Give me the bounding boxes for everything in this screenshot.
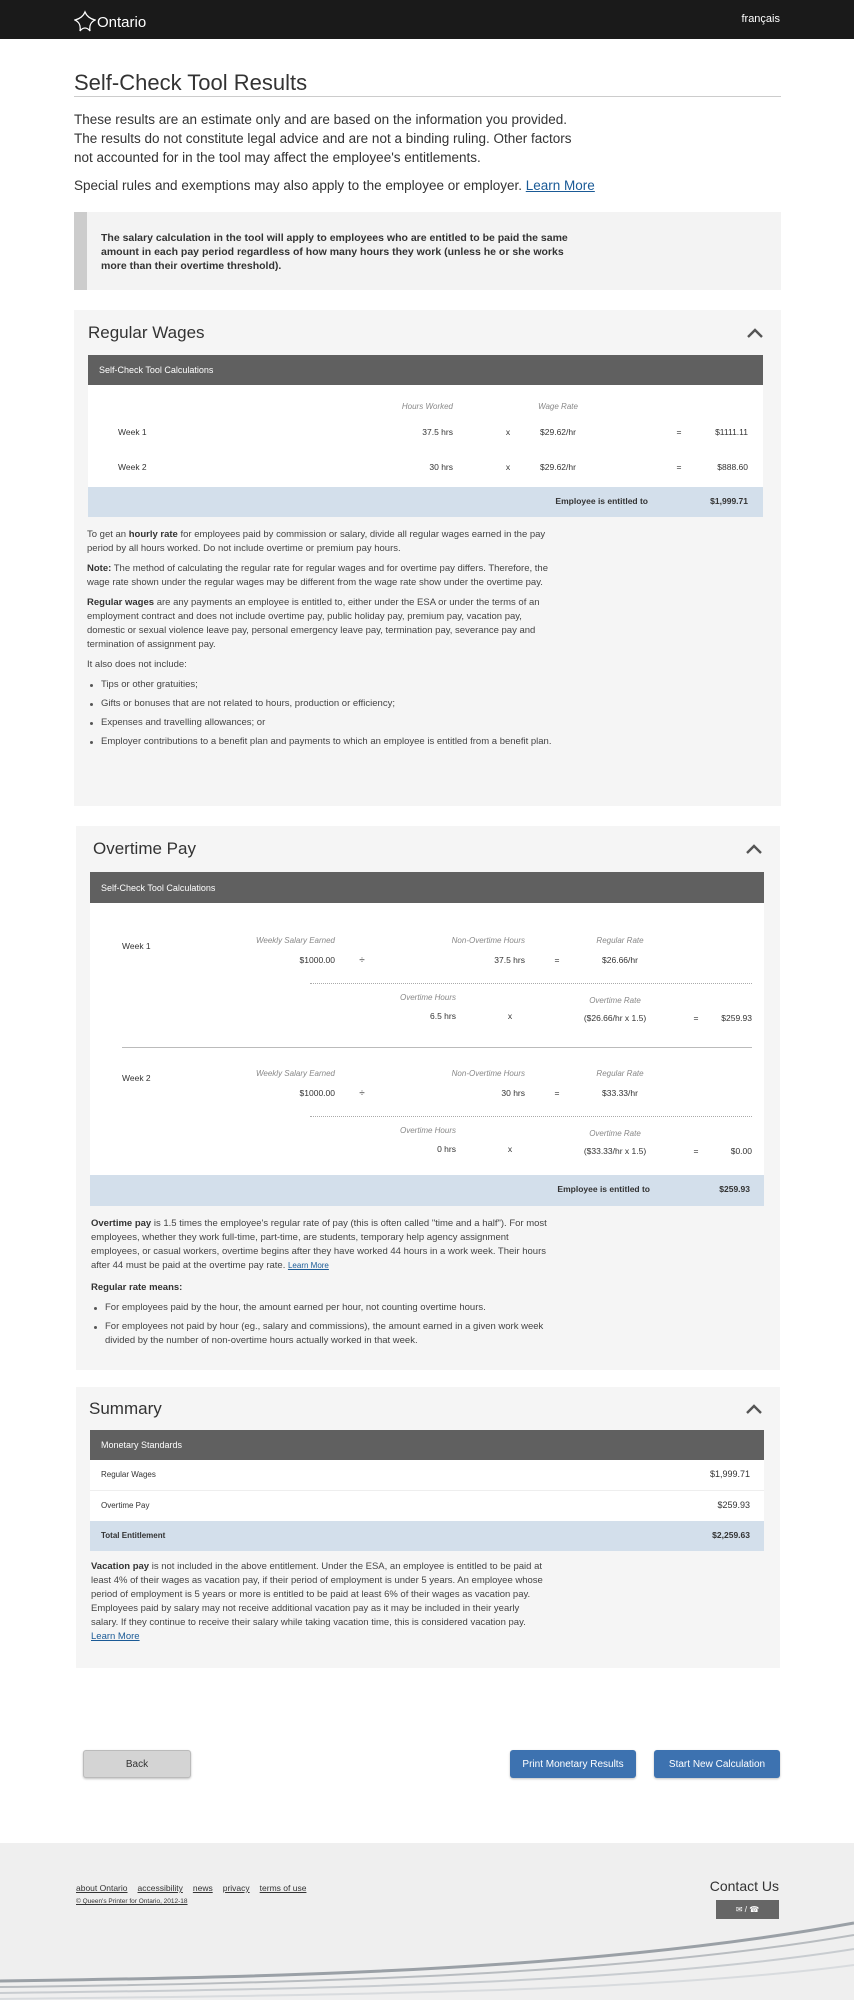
col-header-ot-hours: Overtime Hours bbox=[399, 1126, 456, 1135]
multiply-sign: x bbox=[507, 1011, 513, 1021]
total-label: Total Entitlement bbox=[101, 1531, 166, 1540]
rate-value: $29.62/hr bbox=[540, 427, 576, 437]
total-label: Employee is entitled to bbox=[555, 496, 648, 506]
regular-rate-value: $33.33/hr bbox=[602, 1088, 638, 1098]
mail-phone-icon: ✉ / ☎ bbox=[735, 1905, 760, 1914]
col-header-ot-rate: Overtime Rate bbox=[589, 996, 641, 1005]
regular-wages-notes bbox=[87, 528, 552, 754]
list-item: Tips or other gratuities; bbox=[87, 678, 552, 692]
list-item: For employees paid by the hour, the amount earned per hour, not counting overtime hours. bbox=[91, 1301, 549, 1315]
list-item: Gifts or bonuses that are not related to hours, production or efficiency; bbox=[87, 697, 552, 711]
amount-value: $888.60 bbox=[717, 462, 748, 472]
week-label: Week 2 bbox=[122, 1073, 151, 1083]
col-header-regular-rate: Regular Rate bbox=[596, 936, 644, 945]
callout-text: The salary calculation in the tool will apply to employees who are entitled to be paid the same amount in each pay period regardless of how many hours they work (unless he or she works more than their overtime threshold). bbox=[101, 232, 568, 272]
summary-row-label: Regular Wages bbox=[101, 1470, 156, 1479]
back-button[interactable]: Back bbox=[83, 1750, 191, 1778]
equals-sign: = bbox=[693, 1146, 699, 1156]
col-header-hours-worked: Hours Worked bbox=[401, 402, 453, 411]
footer-links bbox=[76, 1883, 306, 1893]
ontario-logo[interactable] bbox=[74, 6, 146, 34]
ot-rate-value: ($33.33/hr x 1.5) bbox=[583, 1146, 647, 1156]
salary-callout bbox=[74, 212, 781, 290]
col-header-ot-hours: Overtime Hours bbox=[399, 993, 456, 1002]
list-item: For employees not paid by hour (eg., salary and commissions), the amount earned in a given work week divided by the number of non-overtime hours actually worked in that week. bbox=[91, 1320, 549, 1348]
top-bar bbox=[0, 0, 854, 39]
rate-value: $29.62/hr bbox=[540, 462, 576, 472]
amount-value: $1111.11 bbox=[715, 427, 748, 437]
page-title: Self-Check Tool Results bbox=[74, 70, 308, 95]
overtime-amount: $0.00 bbox=[730, 1146, 752, 1156]
equals-sign: = bbox=[676, 427, 682, 437]
monetary-standards-band: Monetary Standards bbox=[90, 1430, 764, 1460]
callout-accent-bar bbox=[74, 212, 87, 290]
summary-total-row bbox=[90, 1521, 764, 1551]
intro-special-rules bbox=[74, 176, 674, 195]
trillium-icon bbox=[74, 10, 96, 34]
footer-swoosh-decoration bbox=[0, 1903, 854, 2000]
multiply-sign: x bbox=[505, 462, 511, 472]
footer bbox=[0, 1843, 854, 2000]
summary-panel bbox=[76, 1387, 780, 1668]
list-item: Expenses and travelling allowances; or bbox=[87, 716, 552, 730]
col-header-regular-rate: Regular Rate bbox=[596, 1069, 644, 1078]
method-note: Note: The method of calculating the regular rate for regular wages and for overtime pay differs. Therefore, the wage rate shown under the regular wages may be different from the wage rate show under the overtime pay. bbox=[87, 563, 548, 588]
overtime-total-row bbox=[90, 1175, 764, 1206]
multiply-sign: x bbox=[505, 427, 511, 437]
week-label: Week 1 bbox=[122, 941, 151, 951]
divide-sign: ÷ bbox=[359, 1088, 365, 1099]
row-divider bbox=[90, 1490, 764, 1491]
overtime-learn-more-link[interactable]: Learn More bbox=[287, 1261, 329, 1270]
divide-sign: ÷ bbox=[359, 955, 365, 966]
footer-link-accessibility[interactable]: accessibility bbox=[137, 1883, 183, 1893]
summary-row-value: $1,999.71 bbox=[709, 1469, 750, 1479]
total-value: $259.93 bbox=[719, 1184, 750, 1194]
regular-wages-definition: Regular wages are any payments an employee is entitled to, either under the ESA or under the terms of an employment contract and does not include overtime pay, public holiday pay, premium pay, vacation pay, domestic or sexual violence leave pay, personal emergency leave pay, termination pay, severance pay and termination of assignment pay. bbox=[87, 597, 540, 650]
regular-rate-value: $26.66/hr bbox=[602, 955, 638, 965]
non-ot-hours-value: 30 hrs bbox=[501, 1088, 525, 1098]
overtime-amount: $259.93 bbox=[721, 1013, 752, 1023]
row-divider bbox=[310, 1116, 752, 1117]
hours-value: 30 hrs bbox=[429, 462, 453, 472]
equals-sign: = bbox=[554, 955, 560, 965]
equals-sign: = bbox=[693, 1013, 699, 1023]
col-header-weekly-salary: Weekly Salary Earned bbox=[256, 936, 335, 945]
non-ot-hours-value: 37.5 hrs bbox=[494, 955, 525, 965]
col-header-non-ot-hours: Non-Overtime Hours bbox=[451, 936, 525, 945]
calculations-band: Self-Check Tool Calculations bbox=[88, 355, 763, 385]
regular-wages-table bbox=[88, 385, 763, 487]
row-divider bbox=[310, 983, 752, 984]
ot-hours-value: 6.5 hrs bbox=[430, 1011, 456, 1021]
vacation-pay-note: Vacation pay is not included in the above entitlement. Under the ESA, an employee is entitled to be paid at least 4% of their wages as vacation pay, if their period of employment is under 5 years. An employee whose period of employment is 5 years or more is entitled to be paid at least 6% of their wages as vacation pay. Employees paid by salary may not receive additional vacation pay as it may be included in their yearly salary. If they continue to receive their salary while taking vacation time, this is considered vacation pay. Learn More bbox=[91, 1561, 543, 1642]
regular-rate-heading: Regular rate means: bbox=[91, 1282, 183, 1293]
hourly-rate-note: To get an hourly rate for employees paid by commission or salary, divide all regular wages earned in the pay period by all hours worked. Do not include overtime or premium pay hours. bbox=[87, 529, 546, 554]
ot-hours-value: 0 hrs bbox=[437, 1144, 456, 1154]
total-value: $1,999.71 bbox=[710, 496, 748, 506]
equals-sign: = bbox=[554, 1088, 560, 1098]
week-divider bbox=[122, 1047, 752, 1048]
overtime-pay-panel bbox=[76, 826, 780, 1370]
row-label: Week 2 bbox=[118, 462, 147, 472]
vacation-learn-more-link[interactable]: Learn More bbox=[91, 1631, 140, 1642]
hours-value: 37.5 hrs bbox=[422, 427, 453, 437]
overtime-pay-title: Overtime Pay bbox=[93, 839, 196, 858]
summary-row-label: Overtime Pay bbox=[101, 1501, 150, 1510]
intro-disclaimer: These results are an estimate only and are based on the information you provided. The results do not constitute legal advice and are not a binding ruling. Other factors not accounted for in the tool may affect the employee's entitlements. bbox=[74, 112, 572, 165]
multiply-sign: x bbox=[507, 1144, 513, 1154]
equals-sign: = bbox=[676, 462, 682, 472]
footer-link-terms[interactable]: terms of use bbox=[259, 1883, 307, 1893]
regular-wages-panel bbox=[74, 310, 781, 806]
summary-row-value: $259.93 bbox=[717, 1500, 750, 1510]
summary-title: Summary bbox=[89, 1399, 162, 1418]
chevron-up-icon[interactable] bbox=[747, 328, 763, 338]
col-header-wage-rate: Wage Rate bbox=[538, 402, 578, 411]
title-divider bbox=[74, 96, 781, 97]
col-header-ot-rate: Overtime Rate bbox=[589, 1129, 641, 1138]
col-header-weekly-salary: Weekly Salary Earned bbox=[256, 1069, 335, 1078]
summary-table bbox=[90, 1460, 764, 1521]
ot-rate-value: ($26.66/hr x 1.5) bbox=[583, 1013, 647, 1023]
col-header-non-ot-hours: Non-Overtime Hours bbox=[451, 1069, 525, 1078]
overtime-notes bbox=[91, 1217, 549, 1353]
copyright-link[interactable]: © Queen's Printer for Ontario, 2012-18 bbox=[76, 1898, 188, 1905]
chevron-up-icon[interactable] bbox=[746, 844, 762, 854]
learn-more-link[interactable]: Learn More bbox=[525, 178, 595, 193]
footer-link-news[interactable]: news bbox=[192, 1883, 213, 1893]
start-new-calculation-button[interactable]: Start New Calculation bbox=[654, 1750, 780, 1778]
overtime-definition: Overtime pay is 1.5 times the employee's regular rate of pay (this is often called "time and a half"). For most employees, whether they work full-time, part-time, are students, temporary help agency assignment employees, or casual workers, overtime begins after they have worked 44 hours in a work week. Their hours after 44 must be paid at the overtime pay rate. Learn More bbox=[91, 1218, 547, 1271]
row-label: Week 1 bbox=[118, 427, 147, 437]
total-value: $2,259.63 bbox=[712, 1530, 750, 1540]
language-toggle-link[interactable]: français bbox=[741, 13, 780, 25]
exclusions-intro: It also does not include: bbox=[87, 659, 187, 670]
chevron-up-icon[interactable] bbox=[746, 1404, 762, 1414]
calculations-band: Self-Check Tool Calculations bbox=[90, 872, 764, 903]
salary-value: $1000.00 bbox=[299, 1088, 335, 1098]
regular-wages-title: Regular Wages bbox=[88, 323, 205, 342]
logo-text: Ontario bbox=[97, 14, 147, 31]
list-item: Employer contributions to a benefit plan and payments to which an employee is entitled from a benefit plan. bbox=[87, 735, 552, 749]
regular-wages-total-row bbox=[88, 487, 763, 517]
summary-notes bbox=[91, 1560, 547, 1650]
print-results-button[interactable]: Print Monetary Results bbox=[510, 1750, 636, 1778]
overtime-table bbox=[90, 903, 764, 1175]
total-label: Employee is entitled to bbox=[557, 1184, 650, 1194]
footer-link-about[interactable]: about Ontario bbox=[76, 1883, 128, 1893]
footer-link-privacy[interactable]: privacy bbox=[222, 1883, 250, 1893]
contact-us-heading: Contact Us bbox=[709, 1878, 779, 1894]
salary-value: $1000.00 bbox=[299, 955, 335, 965]
intro-special-rules-text: Special rules and exemptions may also apply to the employee or employer. bbox=[74, 178, 522, 193]
